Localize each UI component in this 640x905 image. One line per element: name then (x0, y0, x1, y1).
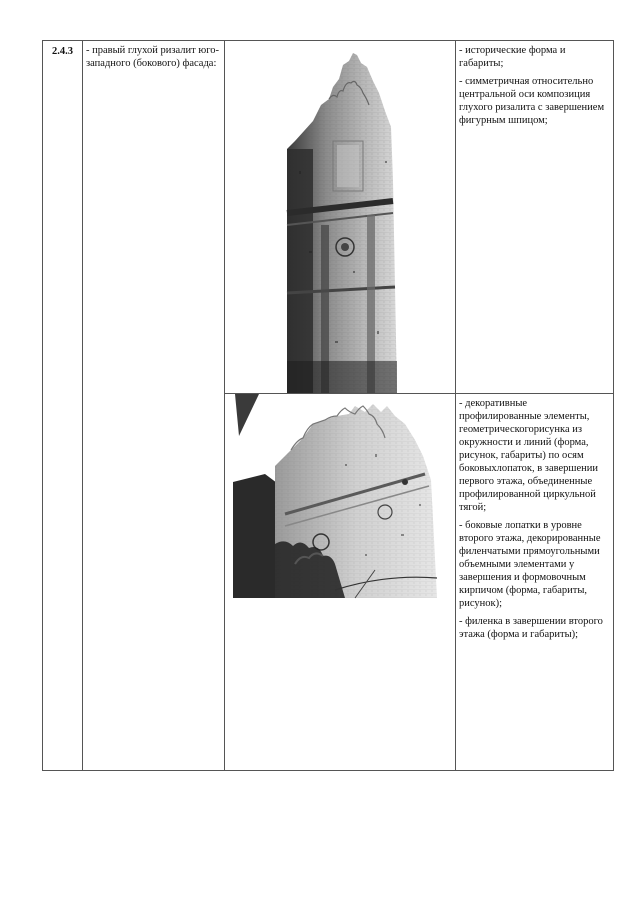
photo-cell-bottom (225, 394, 456, 771)
description-item: - исторические форма и габариты; (459, 45, 566, 69)
row-number: 2.4.3 (52, 46, 73, 57)
description-cell-top (456, 41, 614, 394)
facade-photo-bottom (225, 394, 456, 770)
photo-cell-top (225, 41, 456, 394)
element-name: - правый глухой ризалит юго-западного (бокового) фасада: (86, 45, 219, 69)
element-name-cell (83, 41, 225, 771)
facade-photo-top (225, 41, 456, 393)
table-row (43, 41, 614, 394)
description-item: - боковые лопатки в уровне второго этажа, декорированные филенчатыми прямоугольными объемными элементами у завершения и формовочным кирпичом (форма, габариты, рисунок); (459, 520, 601, 609)
row-number-cell (43, 41, 83, 771)
description-item: - декоративные профилированные элементы, геометрическогорисунка из окружности и линий (форма, рисунок, габариты) по осям боковыхлопаток, в завершении первого этажа, объединенные профилированной циркульной тягой; (459, 398, 599, 513)
heritage-elements-table (42, 40, 614, 771)
description-cell-bottom (456, 394, 614, 771)
description-item: - симметричная относительно центральной оси композиция глухого ризалита с завершением фигурным шпицом; (459, 76, 605, 126)
description-item: - филенка в завершении второго этажа (форма и габариты); (459, 616, 603, 640)
